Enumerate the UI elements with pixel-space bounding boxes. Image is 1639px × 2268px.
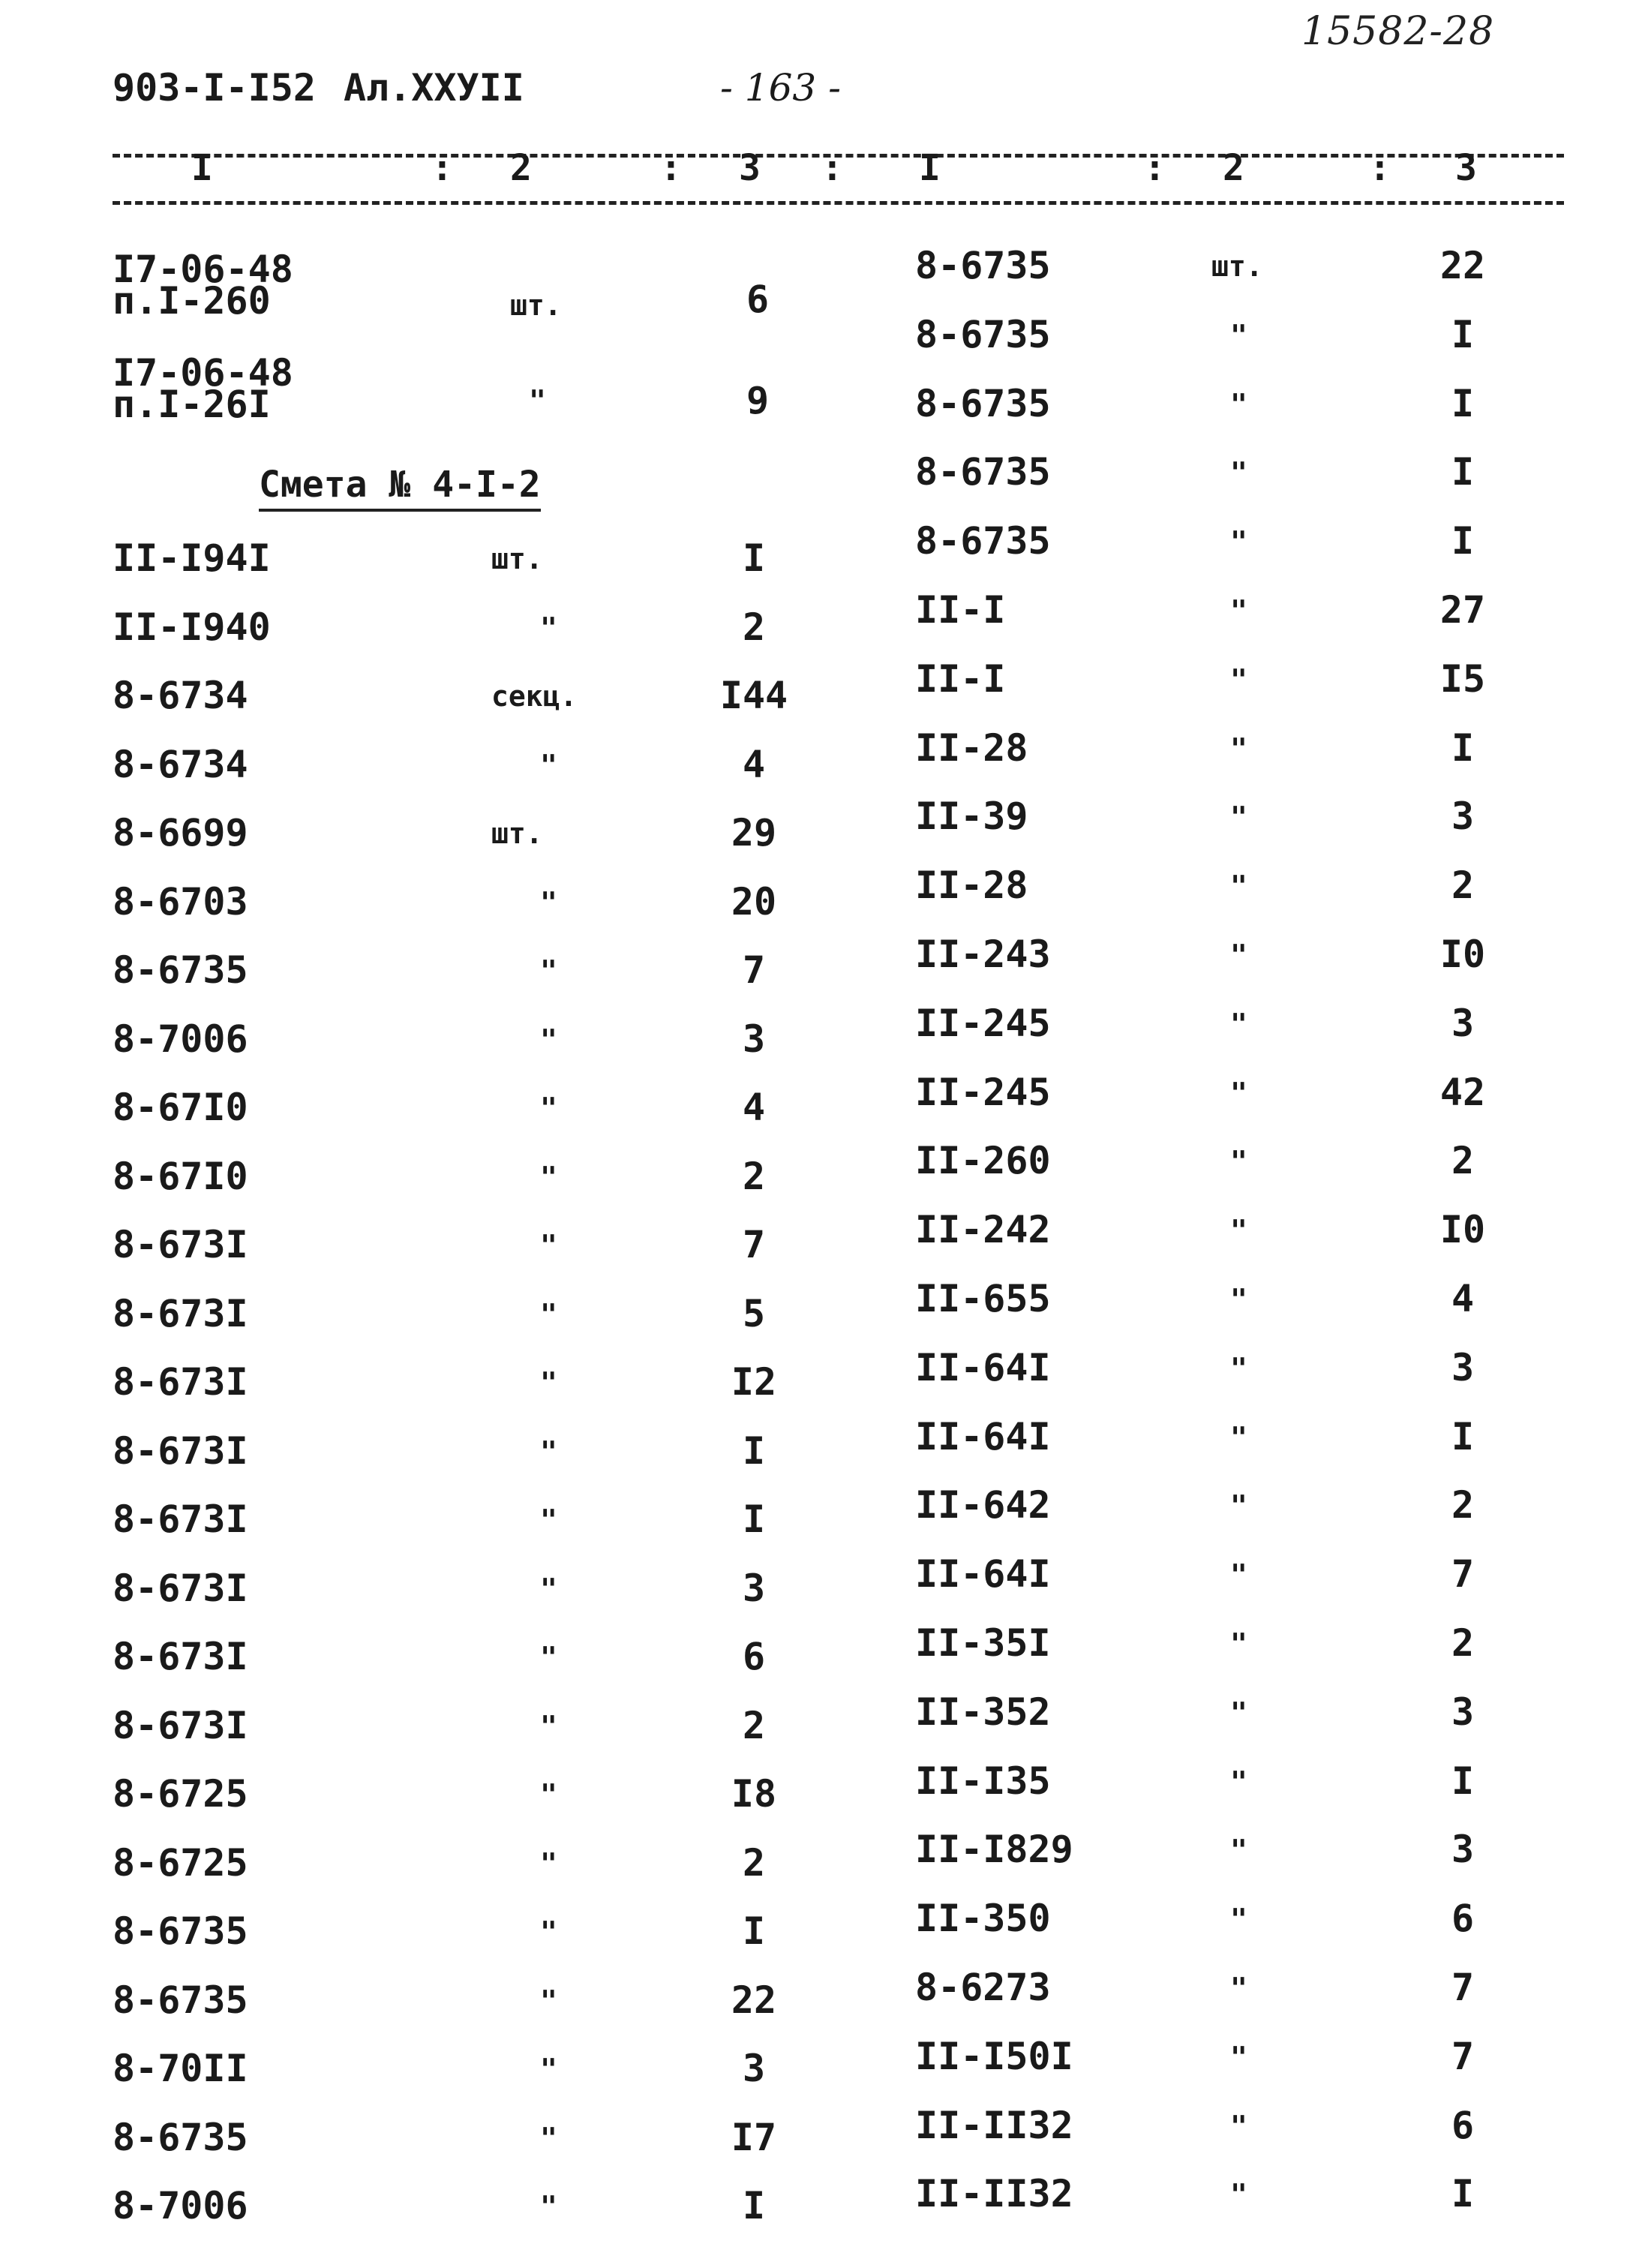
row-unit: "	[1230, 1696, 1247, 1729]
row-qty: 42	[1439, 1070, 1486, 1114]
row-qty: I7	[731, 2115, 777, 2159]
estimate-section-title: Смета № 4-I-2	[259, 464, 541, 512]
row-qty: 3	[1451, 1001, 1475, 1045]
row-code: 8-67I0	[113, 1154, 248, 1198]
row-qty: I	[1451, 1414, 1475, 1458]
row-code: 8-6735	[915, 450, 1051, 494]
row-qty: 3	[1451, 1345, 1475, 1389]
row-qty: 3	[742, 1566, 766, 1610]
row-code: II-64I	[915, 1552, 1051, 1597]
row-unit: "	[540, 954, 557, 987]
row-unit: "	[1230, 2178, 1247, 2212]
row-qty: 3	[1451, 795, 1475, 839]
page-number: - 163 -	[720, 66, 842, 110]
row-code: II-260	[915, 1139, 1051, 1183]
row-unit: "	[540, 1778, 557, 1811]
row-code: 8-6734	[113, 742, 248, 786]
row-code: II-245	[915, 1001, 1051, 1045]
row-unit: "	[540, 1984, 557, 2017]
row-unit: "	[1230, 731, 1247, 765]
row-qty: I	[1451, 519, 1475, 563]
row-code: 8-6703	[113, 879, 248, 924]
row-code: II-245	[915, 1070, 1051, 1114]
entry-code-line1: I7-06-48	[113, 351, 293, 395]
row-unit: "	[540, 885, 557, 919]
row-code: II-I35	[915, 1759, 1051, 1803]
row-unit: "	[1230, 1834, 1247, 1867]
row-unit: "	[1230, 801, 1247, 834]
row-code: II-I940	[113, 605, 271, 649]
row-code: 8-67I0	[113, 1086, 248, 1129]
row-unit: "	[540, 2190, 557, 2223]
row-code: 8-673I	[113, 1703, 248, 1747]
row-code: 8-6734	[113, 674, 248, 717]
row-code: 8-673I	[113, 1428, 248, 1473]
row-unit: "	[1230, 662, 1247, 696]
row-code: II-28	[915, 725, 1028, 770]
entry-unit: шт.	[510, 289, 562, 322]
row-code: II-I94I	[113, 536, 271, 580]
entry-code-line2: п.I-260	[113, 279, 271, 323]
row-qty: I44	[719, 674, 788, 717]
row-unit: "	[1230, 1972, 1247, 2005]
entry-qty: 9	[746, 379, 770, 422]
row-unit: "	[540, 611, 557, 644]
row-unit: "	[1230, 1627, 1247, 1660]
row-code: 8-7006	[113, 2184, 248, 2227]
row-qty: 3	[1451, 1690, 1475, 1734]
row-code: 8-673I	[113, 1497, 248, 1541]
row-code: 8-6725	[113, 1772, 248, 1816]
row-qty: 7	[742, 948, 766, 992]
row-qty: I	[1451, 450, 1475, 494]
row-unit: "	[540, 748, 557, 782]
row-code: 8-6725	[113, 1840, 248, 1885]
row-code: 8-7006	[113, 1017, 248, 1061]
row-code: II-64I	[915, 1414, 1051, 1458]
row-qty: 20	[731, 879, 777, 924]
row-unit: "	[1230, 456, 1247, 490]
entry-code-line2: п.I-26I	[113, 383, 271, 426]
row-unit: "	[540, 1229, 557, 1262]
row-qty: I0	[1439, 933, 1486, 976]
row-qty: 2	[742, 605, 766, 649]
row-qty: 6	[1451, 1897, 1475, 1941]
row-code: II-352	[915, 1690, 1051, 1734]
row-unit: "	[1230, 525, 1247, 559]
row-unit: "	[540, 2053, 557, 2086]
col-header-left-3: 3	[739, 147, 761, 189]
row-code: 8-673I	[113, 1635, 248, 1678]
row-unit: "	[1230, 1076, 1247, 1110]
row-qty: I	[742, 2184, 766, 2227]
col-header-right-3: 3	[1455, 147, 1477, 189]
row-code: 8-6273	[915, 1966, 1051, 2009]
row-code: II-642	[915, 1483, 1051, 1528]
row-qty: 5	[742, 1291, 766, 1335]
row-code: II-I	[915, 588, 1006, 632]
col-header-left-2: 2	[510, 147, 532, 189]
row-unit: "	[1230, 1283, 1247, 1316]
row-code: 8-6735	[915, 519, 1051, 563]
col-separator: :	[660, 147, 682, 189]
col-separator: :	[431, 147, 453, 189]
row-qty: 3	[1451, 1828, 1475, 1872]
table-header-rule	[113, 201, 1564, 205]
row-unit: "	[540, 1160, 557, 1194]
col-separator: :	[1144, 147, 1166, 189]
row-code: II-35I	[915, 1621, 1051, 1665]
row-code: 8-6735	[113, 948, 248, 992]
row-code: 8-6699	[113, 811, 248, 855]
row-code: 8-673I	[113, 1291, 248, 1335]
row-qty: 2	[1451, 1483, 1475, 1528]
row-qty: 2	[1451, 864, 1475, 908]
row-qty: 3	[742, 1017, 766, 1061]
row-qty: 6	[1451, 2103, 1475, 2147]
row-qty: I	[1451, 312, 1475, 356]
row-qty: 4	[742, 742, 766, 786]
row-code: 8-70II	[113, 2047, 248, 2090]
entry-qty: 6	[746, 278, 770, 321]
row-qty: 27	[1439, 588, 1486, 632]
row-code: 8-673I	[113, 1360, 248, 1404]
row-code: II-II32	[915, 2103, 1073, 2147]
row-code: II-I50I	[915, 2034, 1073, 2078]
row-unit: "	[1230, 870, 1247, 903]
row-qty: I	[1451, 1759, 1475, 1803]
col-header-right-1: I	[919, 147, 941, 189]
row-unit: "	[1230, 2109, 1247, 2143]
row-unit: "	[540, 1297, 557, 1331]
row-qty: 29	[731, 811, 777, 855]
row-unit: "	[1230, 1765, 1247, 1798]
row-qty: 7	[1451, 2034, 1475, 2078]
row-code: 8-6735	[113, 1909, 248, 1953]
row-qty: 4	[742, 1086, 766, 1129]
row-code: 8-6735	[113, 2115, 248, 2159]
row-unit: "	[540, 1023, 557, 1056]
document-code: 903-I-I52	[113, 66, 316, 110]
row-unit: "	[1230, 1903, 1247, 1936]
row-code: II-655	[915, 1277, 1051, 1320]
row-unit: "	[540, 1572, 557, 1606]
row-unit: "	[1230, 1145, 1247, 1179]
row-qty: 7	[742, 1223, 766, 1266]
row-unit: "	[1230, 1558, 1247, 1592]
row-unit: "	[1230, 1214, 1247, 1248]
row-qty: I	[1451, 2172, 1475, 2216]
row-qty: 22	[731, 1978, 777, 2022]
row-qty: 6	[742, 1635, 766, 1678]
row-unit: "	[540, 1366, 557, 1399]
row-code: 8-6735	[113, 1978, 248, 2022]
row-qty: 2	[742, 1703, 766, 1747]
row-qty: 22	[1439, 244, 1486, 287]
row-unit: шт.	[491, 542, 543, 575]
row-qty: I0	[1439, 1208, 1486, 1252]
row-code: II-242	[915, 1208, 1051, 1252]
row-unit: "	[1230, 1007, 1247, 1041]
row-qty: I2	[731, 1360, 777, 1404]
row-unit: "	[1230, 594, 1247, 627]
album-number: Ал.XXУII	[344, 66, 524, 110]
row-unit: "	[540, 1709, 557, 1743]
row-code: II-II32	[915, 2172, 1073, 2216]
row-qty: 3	[742, 2047, 766, 2090]
row-code: II-350	[915, 1897, 1051, 1941]
row-code: II-28	[915, 864, 1028, 908]
entry-code-line1: I7-06-48	[113, 248, 293, 291]
row-unit: шт.	[491, 817, 543, 850]
row-code: II-243	[915, 933, 1051, 976]
row-code: 8-6735	[915, 244, 1051, 287]
row-qty: I8	[731, 1772, 777, 1816]
row-unit: "	[540, 1434, 557, 1468]
row-unit: "	[1230, 1489, 1247, 1523]
row-unit: "	[1230, 387, 1247, 421]
row-qty: I	[742, 1497, 766, 1541]
row-qty: 2	[742, 1154, 766, 1198]
row-qty: 4	[1451, 1277, 1475, 1320]
row-qty: I	[742, 1428, 766, 1473]
row-qty: I	[1451, 725, 1475, 770]
row-qty: 7	[1451, 1966, 1475, 2009]
row-unit: "	[540, 1503, 557, 1537]
row-code: II-I829	[915, 1828, 1073, 1872]
archive-number: 15582-28	[1301, 9, 1495, 54]
row-unit: "	[540, 2121, 557, 2155]
row-code: II-39	[915, 795, 1028, 839]
row-unit: "	[1230, 1420, 1247, 1454]
row-qty: 2	[1451, 1139, 1475, 1183]
row-qty: I	[742, 1909, 766, 1953]
row-code: 8-673I	[113, 1566, 248, 1610]
row-code: 8-6735	[915, 381, 1051, 425]
row-unit: "	[1230, 1351, 1247, 1385]
col-separator: :	[821, 147, 843, 189]
col-header-left-1: I	[191, 147, 213, 189]
row-unit: секц.	[491, 680, 578, 713]
row-qty: I	[742, 536, 766, 580]
col-separator: :	[1369, 147, 1391, 189]
row-code: 8-673I	[113, 1223, 248, 1266]
row-unit: "	[1230, 318, 1247, 352]
row-unit: шт.	[1211, 250, 1263, 283]
row-unit: "	[1230, 2040, 1247, 2074]
row-qty: 2	[742, 1840, 766, 1885]
row-unit: "	[540, 1846, 557, 1880]
row-unit: "	[540, 1092, 557, 1125]
entry-unit: "	[529, 384, 546, 417]
row-qty: I5	[1439, 656, 1486, 701]
row-qty: 7	[1451, 1552, 1475, 1597]
row-code: 8-6735	[915, 312, 1051, 356]
row-unit: "	[540, 1915, 557, 1948]
row-code: II-I	[915, 656, 1006, 701]
row-code: II-64I	[915, 1345, 1051, 1389]
row-unit: "	[540, 1641, 557, 1674]
row-qty: 2	[1451, 1621, 1475, 1665]
col-header-right-2: 2	[1223, 147, 1244, 189]
row-unit: "	[1230, 939, 1247, 972]
row-qty: I	[1451, 381, 1475, 425]
